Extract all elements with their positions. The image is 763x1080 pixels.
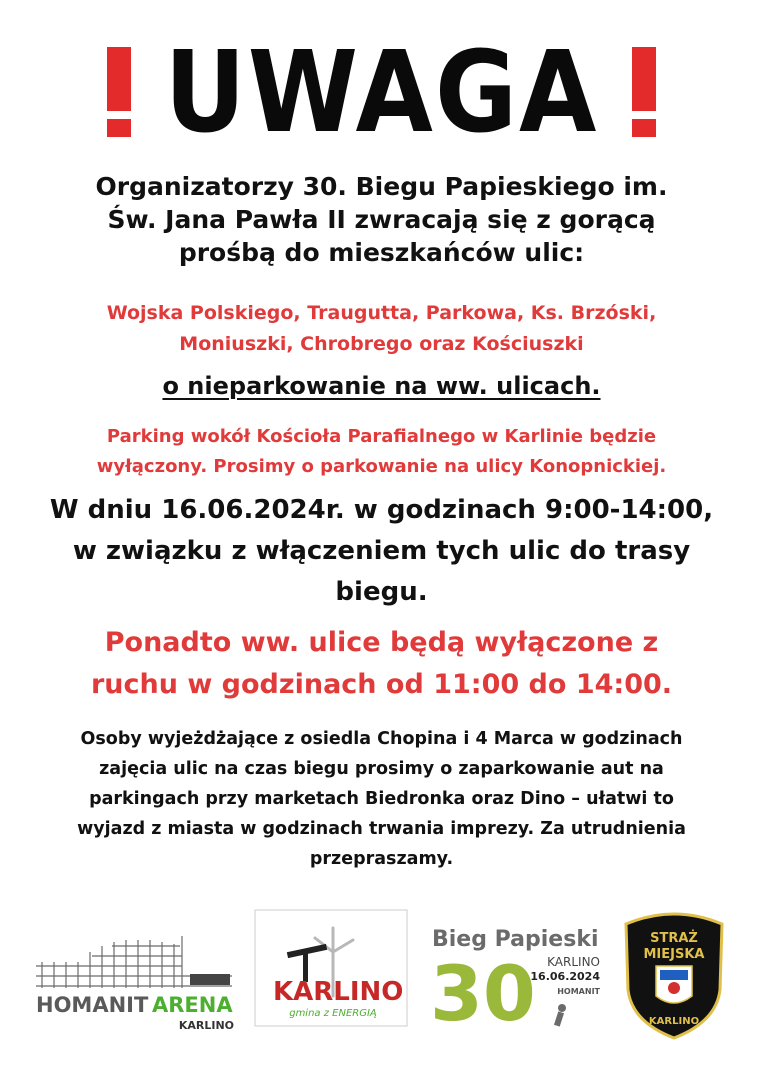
church-line-2: wyłączony. Prosimy o parkowanie na ulicy Konopnickiej. [96, 456, 667, 477]
karlino-tagline-text: gmina z ENERGIĄ [289, 1008, 377, 1019]
exclamation-icon-left [107, 47, 131, 139]
closure-line-2: ruchu w godzinach od 11:00 do 14:00. [90, 669, 673, 700]
church-line-1: Parking wokół Kościoła Parafialnego w Karlinie będzie [106, 426, 657, 447]
streets-list [0, 298, 763, 360]
bieg-city-text: KARLINO [547, 955, 600, 969]
streets-line-2: Moniuszki, Chrobrego oraz Kościuszki [179, 333, 584, 355]
intro-paragraph [0, 170, 763, 269]
athletes-icon [190, 974, 230, 985]
homanit-arena-logo [32, 932, 238, 1037]
bieg-name-text: Bieg Papieski [432, 927, 599, 952]
bieg-date-text: 16.06.2024 [530, 970, 600, 983]
date-line-3: biegu. [335, 577, 428, 607]
karlino-name-text: KARLINO [273, 977, 404, 1007]
sponsor-logos [0, 900, 763, 1050]
runner-icon [554, 1004, 566, 1027]
residents-notice [0, 724, 763, 874]
coat-of-arms-icon [656, 966, 692, 1003]
no-parking-text: o nieparkowanie na ww. ulicach. [162, 372, 601, 400]
traffic-closure-notice [0, 622, 763, 706]
intro-line-1: Organizatorzy 30. Biegu Papieskiego im. [95, 172, 668, 201]
homanit-text: HOMANIT [36, 993, 149, 1017]
straz-bottom-text: KARLINO [648, 1016, 700, 1027]
residents-line-1: Osoby wyjeżdżające z osiedla Chopina i 4 Marca w godzinach [80, 729, 683, 749]
date-info [0, 490, 763, 613]
page-title: UWAGA [164, 26, 599, 158]
residents-line-5: przepraszamy. [309, 849, 454, 869]
intro-line-3: prośbą do mieszkańców ulic: [178, 238, 585, 267]
arena-text: ARENA [152, 993, 233, 1017]
intro-line-2: Św. Jana Pawła II zwracają się z gorącą [107, 205, 656, 234]
straz-top-text: STRAŻ [650, 931, 698, 946]
streets-line-1: Wojska Polskiego, Traugutta, Parkowa, Ks. Brzóski, [106, 302, 657, 324]
exclamation-icon-right [632, 47, 656, 139]
closure-line-1: Ponadto ww. ulice będą wyłączone z [104, 627, 659, 658]
date-line-1: W dniu 16.06.2024r. w godzinach 9:00-14:00, [49, 495, 714, 525]
residents-line-3: parkingach przy marketach Biedronka oraz Dino – ułatwi to [89, 789, 674, 809]
bieg-papieski-logo [430, 922, 605, 1032]
bieg-number-text: 30 [430, 949, 536, 1032]
bieg-sponsor-text: HOMANIT [557, 987, 600, 996]
date-line-2: w związku z włączeniem tych ulic do trasy [72, 536, 691, 566]
header [0, 26, 763, 158]
residents-line-4: wyjazd z miasta w godzinach trwania imprezy. Za utrudnienia [77, 819, 686, 839]
residents-line-2: zajęcia ulic na czas biegu prosimy o zaparkowanie aut na [99, 759, 664, 779]
homanit-city-text: KARLINO [178, 1019, 234, 1032]
straz-middle-text: MIEJSKA [643, 947, 705, 962]
no-parking-request [0, 372, 763, 400]
straz-miejska-badge [620, 910, 728, 1042]
church-parking-notice [0, 422, 763, 482]
karlino-gmina-logo [253, 908, 409, 1028]
